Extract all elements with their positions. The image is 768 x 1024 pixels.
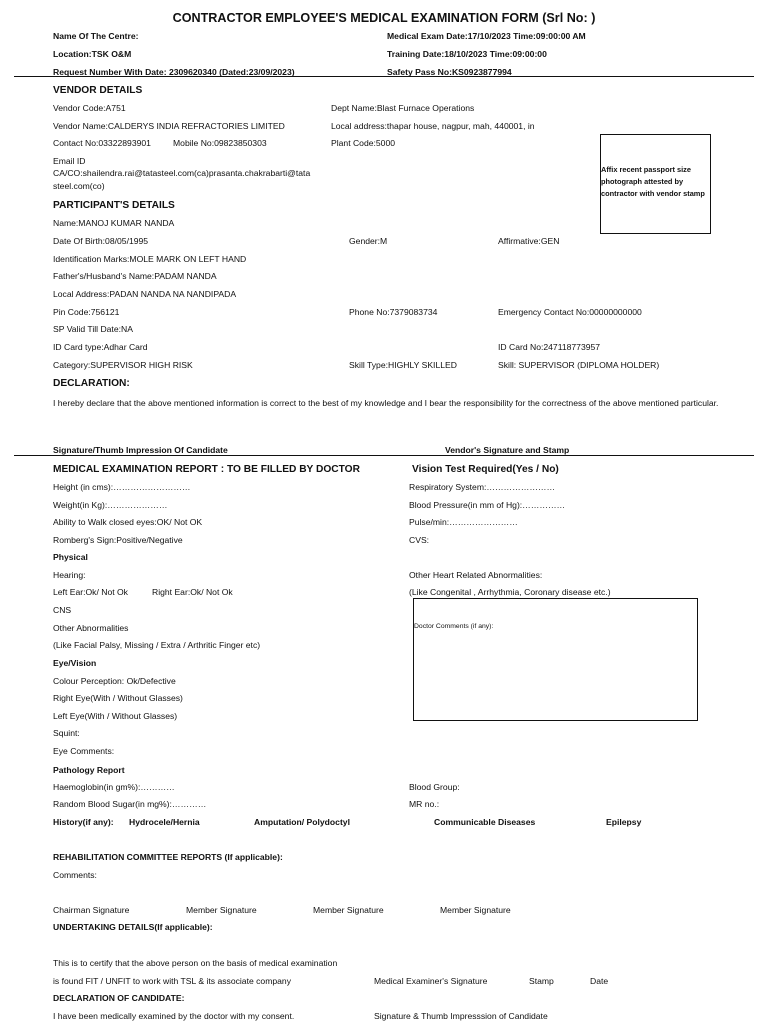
amputation-polydoctyl: Amputation/ Polydoctyl: [254, 817, 350, 827]
identification-marks: Identification Marks:MOLE MARK ON LEFT HAND: [53, 254, 247, 264]
pathology-heading: Pathology Report: [53, 765, 125, 775]
sp-valid-till: SP Valid Till Date:NA: [53, 324, 133, 334]
height-field: Height (in cms):………………………: [53, 482, 191, 492]
other-abnormalities: Other Abnormalities: [53, 623, 129, 633]
email-line-2: steel.com(co): [53, 181, 105, 191]
divider: [14, 455, 754, 456]
other-heart-label: Other Heart Related Abnormalities:: [409, 570, 543, 580]
candidate-signature-thumb: Signature & Thumb Impresssion of Candidate: [374, 1011, 548, 1021]
candidate-signature-label: Signature/Thumb Impression Of Candidate: [53, 445, 228, 455]
id-card-type: ID Card type:Adhar Card: [53, 342, 148, 352]
plant-code: Plant Code:5000: [331, 138, 396, 148]
id-card-number: ID Card No:247118773957: [498, 342, 601, 352]
category: Category:SUPERVISOR HIGH RISK: [53, 360, 193, 370]
email-line-1: CA/CO:shailendra.rai@tatasteel.com(ca)prasanta.chakrabarti@tata: [53, 168, 311, 178]
participant-name: Name:MANOJ KUMAR NANDA: [53, 218, 175, 228]
skill-type: Skill Type:HIGHLY SKILLED: [349, 360, 457, 370]
exam-date: Medical Exam Date:17/10/2023 Time:09:00:00 AM: [387, 31, 586, 41]
training-date: Training Date:18/10/2023 Time:09:00:00: [387, 49, 547, 59]
romberg-sign: Romberg's Sign:Positive/Negative: [53, 535, 183, 545]
medical-heading: MEDICAL EXAMINATION REPORT : TO BE FILLED BY DOCTOR: [53, 464, 360, 475]
phone-number: Phone No:7379083734: [349, 307, 438, 317]
gender: Gender:M: [349, 236, 388, 246]
blood-pressure-field: Blood Pressure(in mm of Hg):……………: [409, 500, 566, 510]
examiner-signature: Medical Examiner's Signature: [374, 976, 488, 986]
vendor-contact: Contact No:03322893901: [53, 138, 151, 148]
blood-sugar-field: Random Blood Sugar(in mg%):…………: [53, 799, 207, 809]
cvs-field: CVS:: [409, 535, 430, 545]
vendor-name: Vendor Name:CALDERYS INDIA REFRACTORIES LIMITED: [53, 121, 285, 131]
left-eye: Left Eye(With / Without Glasses): [53, 711, 178, 721]
communicable-diseases: Communicable Diseases: [434, 817, 536, 827]
rehab-heading: REHABILITATION COMMITTEE REPORTS (If applicable):: [53, 852, 283, 862]
vendor-heading: VENDOR DETAILS: [53, 85, 143, 96]
undertaking-heading: UNDERTAKING DETAILS(If applicable):: [53, 922, 213, 932]
local-address: Local Address:PADAN NANDA NA NANDIPADA: [53, 289, 237, 299]
respiratory-field: Respiratory System:……………………: [409, 482, 556, 492]
photo-box: [600, 134, 711, 234]
request-number: Request Number With Date: 2309620340 (Dated:23/09/2023): [53, 67, 295, 77]
colour-perception: Colour Perception: Ok/Defective: [53, 676, 176, 686]
doctor-comments-box: [413, 598, 698, 721]
haemoglobin-field: Haemoglobin(in gm%):…………: [53, 782, 175, 792]
father-name: Father's/Husband's Name:PADAM NANDA: [53, 271, 217, 281]
vendor-signature-label: Vendor's Signature and Stamp: [445, 445, 570, 455]
photo-note: Affix recent passport size photograph attested by contractor with vendor stamp: [601, 165, 705, 198]
member-signature-3: Member Signature: [440, 905, 511, 915]
eye-vision-heading: Eye/Vision: [53, 658, 97, 668]
vendor-address: Local address:thapar house, nagpur, mah, 440001, in: [331, 121, 535, 131]
candidate-declaration-text: I have been medically examined by the doctor with my consent.: [53, 1011, 295, 1021]
declaration-heading: DECLARATION:: [53, 378, 130, 389]
member-signature-2: Member Signature: [313, 905, 384, 915]
email-label: Email ID: [53, 156, 86, 166]
right-ear: Right Ear:Ok/ Not Ok: [152, 587, 233, 597]
skill: Skill: SUPERVISOR (DIPLOMA HOLDER): [498, 360, 660, 370]
hydrocele-hernia: Hydrocele/Hernia: [129, 817, 200, 827]
right-eye: Right Eye(With / Without Glasses): [53, 693, 183, 703]
walk-closed-eyes: Ability to Walk closed eyes:OK/ Not OK: [53, 517, 203, 527]
history-label: History(if any):: [53, 817, 114, 827]
emergency-contact: Emergency Contact No:00000000000: [498, 307, 642, 317]
congenital-note: (Like Congenital , Arrhythmia, Coronary disease etc.): [409, 587, 611, 597]
participant-heading: PARTICIPANT'S DETAILS: [53, 200, 175, 211]
cns-label: CNS: [53, 605, 72, 615]
affirmative: Affirmative:GEN: [498, 236, 560, 246]
chairman-signature: Chairman Signature: [53, 905, 130, 915]
mr-number-field: MR no.:: [409, 799, 440, 809]
centre-name: Name Of The Centre:: [53, 31, 139, 41]
vendor-mobile: Mobile No:09823850303: [173, 138, 267, 148]
eye-comments: Eye Comments:: [53, 746, 115, 756]
doctor-comments-label: Doctor Comments (if any):: [414, 623, 494, 630]
squint: Squint:: [53, 728, 80, 738]
safety-pass: Safety Pass No:KS0923877994: [387, 67, 512, 77]
rehab-comments: Comments:: [53, 870, 97, 880]
physical-heading: Physical: [53, 552, 88, 562]
dept-name: Dept Name:Blast Furnace Operations: [331, 103, 475, 113]
declaration-text: I hereby declare that the above mentioned information is correct to the best of my knowledge and I bear the responsibility for the correctness of the above mentioned particular.: [53, 398, 719, 408]
divider: [14, 76, 754, 77]
undertaking-line-1: This is to certify that the above person on the basis of medical examination: [53, 958, 338, 968]
undertaking-line-2: is found FIT / UNFIT to work with TSL & its associate company: [53, 976, 292, 986]
stamp-label: Stamp: [529, 976, 554, 986]
member-signature-1: Member Signature: [186, 905, 257, 915]
epilepsy: Epilepsy: [606, 817, 642, 827]
left-ear: Left Ear:Ok/ Not Ok: [53, 587, 128, 597]
facial-palsy-note: (Like Facial Palsy, Missing / Extra / Arthritic Finger etc): [53, 640, 261, 650]
pulse-field: Pulse/min:……………………: [409, 517, 518, 527]
form-title: CONTRACTOR EMPLOYEE'S MEDICAL EXAMINATION FORM (Srl No: ): [172, 11, 596, 25]
weight-field: Weight(in Kg):…………………: [53, 500, 168, 510]
date-label: Date: [590, 976, 609, 986]
hearing-label: Hearing:: [53, 570, 86, 580]
pin-code: Pin Code:756121: [53, 307, 120, 317]
vision-test-required: Vision Test Required(Yes / No): [412, 464, 559, 475]
location: Location:TSK O&M: [53, 49, 132, 59]
candidate-declaration-heading: DECLARATION OF CANDIDATE:: [53, 993, 185, 1003]
blood-group-field: Blood Group:: [409, 782, 460, 792]
vendor-code: Vendor Code:A751: [53, 103, 126, 113]
date-of-birth: Date Of Birth:08/05/1995: [53, 236, 149, 246]
